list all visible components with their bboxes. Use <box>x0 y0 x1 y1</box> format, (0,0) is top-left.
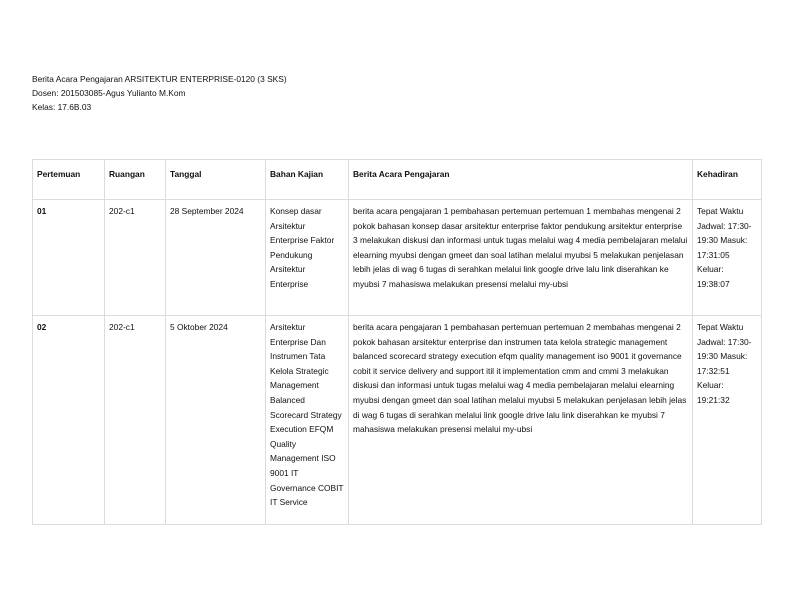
cell-ruangan: 202-c1 <box>105 316 166 525</box>
attendance-table <box>32 159 762 525</box>
course-title: Berita Acara Pengajaran ARSITEKTUR ENTERPRISE-0120 (3 SKS) <box>32 74 287 84</box>
cell-pertemuan: 01 <box>33 200 105 316</box>
cell-bahan-kajian: Arsitektur Enterprise Dan Instrumen Tata Kelola Strategic Management Balanced Scorecard Strategy Execution EFQM Quality Management ISO 9001 IT Governance COBIT IT Service <box>266 316 349 525</box>
document-header <box>32 72 287 114</box>
col-header-bahan-kajian: Bahan Kajian <box>266 160 349 200</box>
cell-kehadiran: Tepat Waktu Jadwal: 17:30-19:30 Masuk: 17:32:51 Keluar: 19:21:32 <box>693 316 762 525</box>
table-header-row <box>33 160 762 200</box>
cell-tanggal: 28 September 2024 <box>166 200 266 316</box>
cell-kehadiran: Tepat Waktu Jadwal: 17:30-19:30 Masuk: 17:31:05 Keluar: 19:38:07 <box>693 200 762 316</box>
cell-tanggal: 5 Oktober 2024 <box>166 316 266 525</box>
cell-berita-acara: berita acara pengajaran 1 pembahasan pertemuan pertemuan 1 membahas mengenai 2 pokok bahasan konsep dasar arsitektur enterprise faktor pendukung arsitektur enterprise 3 melakukan diskusi dan informasi untuk tugas melalui wag 4 media pembelajaran melalui elearning myubsi dengan gmeet dan soal latihan melalui myubsi 5 melakukan penjelasan lebih jelas di wag 6 tugas di serahkan melalui link google drive lalu link diserahkan ke myubsi 7 mahasiswa melakukan presensi melalui my-ubsi <box>349 200 693 316</box>
lecturer-line: Dosen: 201503085-Agus Yulianto M.Kom <box>32 88 186 98</box>
table-row <box>33 200 762 316</box>
col-header-berita-acara: Berita Acara Pengajaran <box>349 160 693 200</box>
col-header-pertemuan: Pertemuan <box>33 160 105 200</box>
col-header-ruangan: Ruangan <box>105 160 166 200</box>
cell-pertemuan: 02 <box>33 316 105 525</box>
cell-ruangan: 202-c1 <box>105 200 166 316</box>
col-header-tanggal: Tanggal <box>166 160 266 200</box>
cell-bahan-kajian: Konsep dasar Arsitektur Enterprise Faktor Pendukung Arsitektur Enterprise <box>266 200 349 316</box>
cell-berita-acara: berita acara pengajaran 1 pembahasan pertemuan pertemuan 2 membahas mengenai 2 pokok bahasan arsitektur enterprise dan instrumen tata kelola strategic management balanced scorecard strategy execution efqm quality management iso 9001 it governance cobit it service delivery and support itil it implementation cmm and cmmi 3 melakukan diskusi dan informasi untuk tugas melalui wag 4 media pembelajaran melalui elearning myubsi dengan gmeet dan soal latihan melalui myubsi 5 melakukan penjelasan lebih jelas di wag 6 tugas di serahkan melalui link google drive lalu link diserahkan ke myubsi 7 mahasiswa melakukan presensi melalui my-ubsi <box>349 316 693 525</box>
class-line: Kelas: 17.6B.03 <box>32 102 92 112</box>
col-header-kehadiran: Kehadiran <box>693 160 762 200</box>
table-row <box>33 316 762 525</box>
